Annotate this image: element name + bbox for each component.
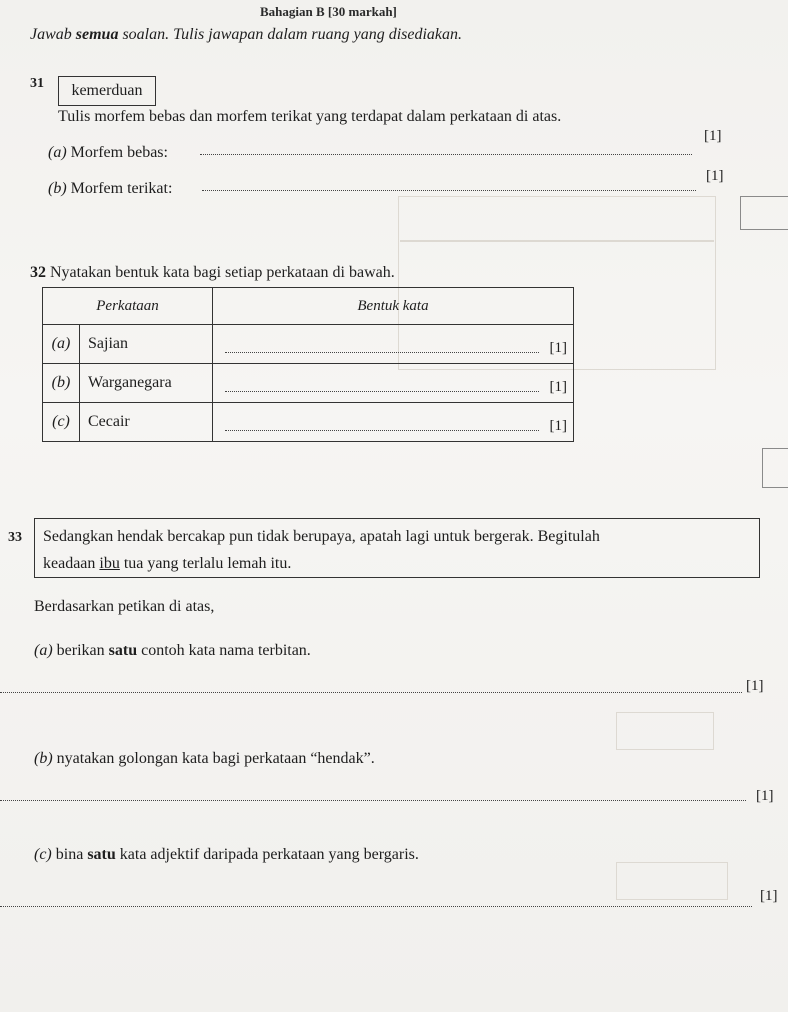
q32-col-form: Bentuk kata [213,288,574,325]
q32a-answer-line[interactable] [225,352,539,353]
table-row [43,325,574,364]
q33a-post: contoh kata nama terbitan. [137,642,311,659]
q33b-mark: [1] [756,788,774,804]
q31a-mark: [1] [704,128,722,144]
table-row [43,364,574,403]
q31a-letter: (a) [48,144,67,161]
q32b-word: Warganegara [80,364,213,403]
q32-col-word: Perkataan [43,288,213,325]
q33-intro: Berdasarkan petikan di atas, [34,598,215,615]
q32a-answer-cell[interactable] [213,325,574,364]
q31b-answer-line[interactable] [202,190,696,191]
q32-prompt: Nyatakan bentuk kata bagi setiap perkataan di bawah. [50,264,395,281]
q32-table [42,287,574,442]
q32b-answer-cell[interactable] [213,364,574,403]
q31-word-box: kemerduan [58,76,156,106]
instruction [30,26,462,44]
q32-number: 32 [30,264,46,281]
bleed-through-box [616,712,714,750]
q32-header-row [43,288,574,325]
q32a-word: Sajian [80,325,213,364]
q33a-bold: satu [108,642,138,659]
q31-prompt: Tulis morfem bebas dan morfem terikat yang terdapat dalam perkataan di atas. [58,108,562,125]
bleed-through-box [616,862,728,900]
q33c-letter: (c) [34,846,52,863]
q33-line2-pre: keadaan [43,555,100,572]
q32c-label: (c) [43,403,80,442]
bleed-through-box [400,240,714,242]
q33-number: 33 [8,530,22,545]
q32c-answer-cell[interactable] [213,403,574,442]
q33c-answer-line[interactable] [0,906,752,907]
instruction-bold: semua [75,26,119,43]
bleed-through-box [762,448,788,488]
q33b-question [34,750,375,768]
q31-number: 31 [30,76,44,91]
q31b-mark: [1] [706,168,724,184]
q33a-answer-line[interactable] [0,692,742,693]
instruction-pre: Jawab [30,26,76,43]
q31a-answer-line[interactable] [200,154,692,155]
q33b-answer-line[interactable] [0,800,746,801]
q33c-bold: satu [87,846,116,863]
q33b-pre: nyatakan golongan kata bagi perkataan “hendak”. [52,750,375,767]
q32b-mark: [1] [549,379,567,395]
q32c-answer-line[interactable] [225,430,539,431]
q32b-answer-line[interactable] [225,391,539,392]
q33c-post: kata adjektif daripada perkataan yang bergaris. [115,846,419,863]
q33c-question [34,846,419,864]
instruction-post: soalan. Tulis jawapan dalam ruang yang disediakan. [118,26,463,43]
q33-passage-line2 [43,550,759,577]
section-header: Bahagian B [30 markah] [260,4,397,19]
q33c-mark: [1] [760,888,778,904]
q33-passage-line1: Sedangkan hendak bercakap pun tidak berupaya, apatah lagi untuk bergerak. Begitulah [43,528,600,545]
q31b-label [48,180,172,198]
q33b-letter: (b) [34,750,53,767]
table-row [43,403,574,442]
q33a-pre: berikan [52,642,109,659]
q32c-word: Cecair [80,403,213,442]
q32b-label: (b) [43,364,80,403]
q31a-label [48,144,168,162]
q32c-mark: [1] [549,418,567,434]
q33-underlined-word: ibu [99,555,120,572]
q32a-mark: [1] [549,340,567,356]
bleed-through-box [740,196,788,230]
q33-line2-post: tua yang terlalu lemah itu. [119,555,292,572]
q31b-letter: (b) [48,180,67,197]
q33a-question [34,642,311,660]
q32-prompt-line [30,264,395,282]
q33-passage-box [34,518,760,578]
q33a-mark: [1] [746,678,764,694]
q32a-label: (a) [43,325,80,364]
q33c-pre: bina [51,846,88,863]
q33a-letter: (a) [34,642,53,659]
q31b-text: Morfem terikat: [70,180,173,197]
q31a-text: Morfem bebas: [70,144,168,161]
